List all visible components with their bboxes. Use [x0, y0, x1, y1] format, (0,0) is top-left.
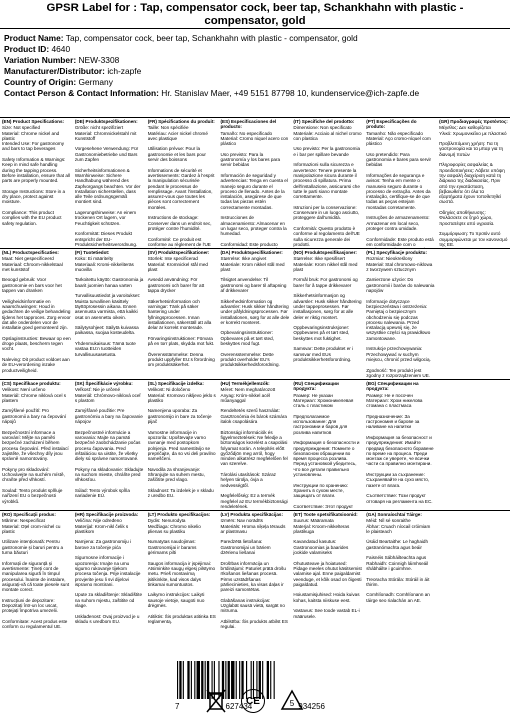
compliance-icons	[205, 688, 305, 714]
cell-body: Dimensione: Non specificato Materiale: Acciaio al nichel cromo con plastica Uso previsto: Per la gastronomia e i bar per spillare bevande Informazioni sulla sicurezza e avvertenze: Tenere presente la manipolazione sicura durante il processo di spillatura. Prima dell'installazione, assicurarsi che tutte le parti siano montate correttamente. Istruzioni per la conservazione: Conservare in un luogo asciutto, proteggere dall'umidità. Conformità: Questo prodotto è conforme al regolamento dell'UE sulla sicurezza generale dei prodotti.	[293, 125, 362, 247]
barcode-bar	[201, 661, 203, 699]
cell-body: Taille: Non spécifiée Matériau: Acier nickel chromé avec plastique Utilisation prévue: Pour la gastronomie et les bars pour servir des boissons Informations de sécurité et avertissements: Gardez à l'esprit la manipulation sécurisée pendant le processus de remplissage. Avant l'installation, assurez-vous que toutes les pièces sont correctement montées. Instructions de stockage: Conserver dans un endroit sec, protéger contre l'humidité. Conformité: Ce produit est conforme au règlement de l'UE	[147, 125, 215, 247]
cell-heading: (NL) Productspecificaties:	[2, 250, 59, 255]
barcode-bar	[177, 661, 178, 699]
recycling-code: 5	[289, 699, 295, 708]
language-cell-bg	[364, 380, 437, 510]
language-cell-pl	[364, 249, 437, 379]
language-cell-sv	[146, 249, 219, 379]
language-cell-hr	[73, 511, 146, 641]
barcode-digit-group: 934256	[298, 702, 325, 711]
language-grid	[0, 117, 510, 641]
cell-body: Storlek: Inte specificerad Material: Kromnickel stål med plast Avsedd användning: För gastronomi och barer för att tappa drycker Säkerhetsinformation och varningar: Tänk på säker hantering under fyllningsprocessen. Innan installationen, säkerställ att alla delar är korrekt monterade. Förvaringsinstruktioner: Förvara på en torr plats, skydda mot fukt. Överensstämmelse: Denna produkt uppfyller EU:s förordning om produktsäkerhet.	[147, 256, 215, 368]
barcode-bar	[187, 661, 189, 699]
language-cell-nl	[0, 249, 73, 379]
language-cell-gr	[437, 118, 510, 248]
cell-heading: (DE) Produktspezifikationen:	[74, 119, 138, 124]
cell-body: Mărime: Nespecificat Material: Oțel crom-nichel cu plastic Utilizare intenționată: Pentru gastronomie și baruri pentru a turna băuturi Informații de siguranță și avertismente: Țineți cont de manipularea sigură în timpul procesului. Înainte de instalare, asigurați-vă că toate piesele sunt montate corect. Instrucțiuni de depozitare: Depozitați într-un loc uscat, protejați împotriva umezelii. Conformitate: Acest produs este conform cu regulamentul UE.	[2, 518, 70, 630]
language-row	[0, 117, 510, 248]
language-cell-sl	[146, 380, 219, 510]
info-value: Tap, compensator cock, beer tap, Schankhahn with plastic - compensator, gold	[65, 33, 358, 43]
barcode-bar	[179, 661, 181, 699]
cell-heading: (HR) Specifikacije proizvoda:	[74, 512, 139, 517]
cell-heading: (RU) Спецификации продукта:	[293, 381, 339, 392]
cell-heading: (IT) Specifiche del prodotto:	[293, 119, 355, 124]
cell-heading: (LT) Produkto specifikacijos:	[147, 512, 211, 517]
cell-body: Veličina: Nije određeno Materijal: Krom-nikl čelik s plastikom Namjena: Za gastronomiju i barove za točenje pića Sigurnosne informacije i upozorenja: Imajte na umu sigurno rukovanje tijekom procesa točenja. Prije instalacije provjerite jesu li svi dijelovi ispravno montirani. Upute za skladištenje: Skladištite na suhom mjestu, zaštitite od vlage. Usklađenost: Ovaj proizvod je u skladu s uredbom EU.	[74, 518, 142, 624]
language-cell-en	[0, 118, 73, 248]
cell-heading: (ES) Especificaciones del producto:	[220, 119, 277, 130]
trash-bin-crossed-icon	[205, 688, 227, 714]
language-cell-empty	[437, 249, 510, 379]
cell-heading: (LV) Produkta specifikācijas:	[220, 512, 283, 517]
language-cell-da	[219, 249, 292, 379]
cell-body: Tamaño: No especificado Material: Cromo niquel acero con plástico Uso previsto: Para la gastronomía y los bares para servir bebidas Información de seguridad y advertencias: Tenga en cuenta el manejo seguro durante el proceso de llenado. Antes de la instalación, asegúrese de que todas las piezas estén correctamente montadas. Instrucciones de almacenamiento: Almacenar en un lugar seco, proteger contra la humedad. Conformidad: Este producto	[220, 130, 289, 247]
language-cell-fr	[146, 118, 219, 248]
cell-heading: (CS) Specifikace produktu:	[2, 381, 61, 386]
cell-body: Dydis: Nenurodyta Medžiaga: Chromo nikelio plienas su plastiku Numatytas naudojimas: Gastronomijai ir barams gėrimams pilti Saugos informacija ir įspėjimai: Atsiminkite saugų elgesį pilstymo metu. Prieš montavimą įsitikinkite, kad visos dalys tinkamai sumontuotos. Laikymo instrukcijos: Laikyti sausoje vietoje, saugoti nuo drėgmės. Atitiktis: Šis produktas atitinka ES reglamentą.	[147, 518, 216, 624]
language-cell-ru	[291, 380, 364, 510]
label-title: GPSR Label for : Tap, compensator cock, beer tap, Schankhahn with plastic - compensator, gold	[46, 2, 464, 27]
cell-body: Размер: Не е посочен Материал: Хром никелова стомана с пластмаса Предназначение: За гастрономия и барове за наливане на напитки Информация за безопасност и предупреждения: Имайте предвид безопасното боравене по време на процеса. Преди монтаж се уверете, че всички части са правилно монтирани. Инструкции за съхранение: Съхранявайте на сухо място, пазете от влага. Съответствие: Този продукт отговаря на регламента на ЕС.	[366, 392, 434, 504]
language-cell-empty	[437, 380, 510, 510]
cell-body: Größe: nicht spezifiziert Material: Chromnickelstahl mit Kunststoff Vorgesehene Verwendung: Für Gastronomiebetriebe und Bars zum Zapfen Sicherheitsinformationen & Warnhinweise: Sichere Handhabung während des Zapfvorgangs beachten. Vor der Installation sicherstellen, dass alle Teile ordnungsgemäß montiert sind. Lagerungshinweise: An einem trockenen Ort lagern, vor Feuchtigkeit schützen. Konformität: Dieses Produkt entspricht der EU-Produktsicherheitsverordnung.	[74, 125, 141, 247]
language-row	[0, 379, 510, 510]
cell-body: Méret: Nem meghatározott Anyag: Króm-nikkel acél műanyaggal Rendeltetés szerű használat: Gasztronómia és bárok számára italok csapolására Biztonsági információk és figyelmeztetések: Ne feledje a biztonságos kezelést a csapolási folyamat során. A telepítés előtt győződjön meg arról, hogy minden alkatrész megfelelően fel van szerelve. Tárolási utasítások: Száraz helyen tárolja, óvja a nedvességtől. Megfelelőség: Ez a termék megfelel az EU termékbiztonsági rendeletének.	[220, 387, 288, 509]
cell-heading: (PL) Specyfikacje produktu:	[366, 250, 427, 255]
language-cell-no	[291, 249, 364, 379]
cell-heading: (EN) Product Specifications:	[2, 119, 65, 124]
language-cell-lv	[219, 511, 292, 641]
info-product-name	[4, 33, 506, 44]
info-label: Contact Person & Contact Information:	[4, 88, 159, 98]
language-cell-cs	[0, 380, 73, 510]
language-cell-es	[219, 118, 292, 248]
language-cell-pt	[364, 118, 437, 248]
ce-mark-text: CE	[246, 695, 260, 707]
info-label: Product Name:	[4, 33, 64, 43]
cell-body: Størrelse: Ikke angivet Materiale: Krom nikkel stål med plast Tilsigtet anvendelse: Til gastronomi og barer til aftapning af drikkevarer Sikkerhedsinformation og advarsler: Husk sikker håndtering under påfyldningsprocessen. Før installationen, sørg for at alle dele er korrekt monteret. Opbevaringsinstruktioner: Opbevares på et tørt sted, beskyttes mod fugt. Overensstemmelse: Dette produkt overholder EU's produktsikkerhedsforordning.	[220, 256, 290, 368]
language-cell-lt	[146, 511, 219, 641]
info-label: Country of Origin:	[4, 77, 77, 87]
cell-heading: (DA) Produktspecifikationer:	[220, 250, 283, 255]
cell-body: Tamanho: Não especificado Material: Aço cromo-níquel com plástico Uso pretendido: Para gastronomia e bares para servir bebidas Informações de segurança e avisos: Tenha em mente o manuseio seguro durante o processo de extração. Antes da instalação, certifique-se de que todas as peças estejam montadas corretamente. Instruções de armazenamento: Armazenar em local seco, proteger contra umidade. Conformidade: Este produto está em conformidade com o	[366, 130, 434, 247]
info-value: NEW-3308	[78, 55, 120, 65]
info-label: Product ID:	[4, 44, 50, 54]
cell-body: Velikost: Není určeno Materiál: Chrome niklová ocel s plastem Zamýšlené použití: Pro gastronomii a bary na čepování nápojů Bezpečnostní informace a varování: Mějte na paměti bezpečné zacházení během procesu čepování. Před instalací zajistěte, že všechny díly jsou správně namontovány. Pokyny pro skladování: Uchovávejte na suchém místě, chraňte před vlhkostí. Soulad: Tento produkt splňuje nařízení EU o bezpečnosti výrobků.	[2, 387, 69, 504]
cell-heading: (PT) Especificações do produto:	[366, 119, 417, 130]
cell-body: Izmērs: Nav norādīts Materiāls: Hroma niķeļa tērauds ar plastmasu Paredzētā lietošana: Gastronomijai un bāriem dzērienu liešanai Drošības informācija un brīdinājumi: Paturiet prātā drošu rīkošanos liešanas procesā. Pirms uzstādīšanas pārliecinieties, ka visas daļas ir pareizi samontētas. Glabāšanas instrukcijas: Uzglabāt sausā vietā, sargāt no mitruma. Atbilstība: Šis produkts atbilst ES regulai.	[220, 518, 288, 630]
ce-mark-icon	[241, 689, 265, 713]
language-cell-empty	[437, 511, 510, 641]
language-cell-et	[291, 511, 364, 641]
info-variation-number	[4, 55, 506, 66]
cell-heading: (ET) Toote spetsifikatsioonid:	[293, 512, 358, 517]
barcode-bar	[194, 661, 195, 699]
product-info-block	[0, 29, 510, 102]
language-cell-fi	[73, 249, 146, 379]
cell-body: Velikost: Ni določeno Material: Kromovo nikljevo jeklo s plastiko Namenjena uporaba: Za gastronomijo in bare za točenje pijač Varnostne informacije in opozorila: Upoštevajte varno ravnanje med postopkom polnjenja. Pred namestitvijo se prepričajte, da so vsi deli pravilno nameščeni. Navodila za shranjevanje: Shranjujte na suhem mestu, zaščitite pred vlago. Skladnost: Ta izdelek je v skladu z uredbo EU.	[147, 387, 216, 499]
info-manufacturer	[4, 66, 506, 77]
cell-heading: (GR) Προδιαγραφές προϊόντος:	[439, 119, 508, 124]
cell-heading: (FI) Tuotetiedot:	[74, 250, 110, 255]
info-contact	[4, 88, 506, 99]
cell-body: Maat: Niet gespecificeerd Materiaal: Chroom-nikkelstaal met kunststof Beoogd gebruik: Voor gastronomie en bars voor het tappen van dranken Veiligheidsinformatie en waarschuwingen: Houd in gedachten de veilige behandeling tijdens het tapproces. Zorg ervoor dat alle onderdelen voor de installatie goed gemonteerd zijn. Opslaginstructies: Bewaar op een droge plaats, bescherm tegen vocht. Naleving: Dit product voldoet aan de EU-verordening inzake productveiligheid.	[2, 256, 71, 373]
info-country	[4, 77, 506, 88]
language-cell-sk	[73, 380, 146, 510]
cell-body: Suurus: Määramata Materjal: Kroom-nikkelteras plastikuga Kavandatud kasutus: Gastronoomias ja baarides jookide valamiseks Ohutusteave ja hoiatused: Pidage meeles ohutut käsitsemist valamise ajal. Enne paigaldamist veenduge, et kõik osad on õigesti paigaldatud. Hoiustamisjuhised: Hoida kuivas kohas, kaitsta niiskuse eest. Vastavus: See toode vastab EL-i määrusele.	[293, 518, 362, 619]
cell-body: Size: Not specified Material: Chrome nickel and plastic Intended Use: For gastronomy and bars to tap beverages Safety Information & Warnings: Keep in mind safe handling during the tapping process. Before installation, ensure that all parts are properly mounted. Storage Instructions: Store in a dry place, protect against moisture. Compliance: This product complies with the EU product safety regulation.	[2, 125, 70, 226]
cell-heading: (BG) Спецификации на продукта:	[366, 381, 419, 392]
language-cell-hu	[219, 380, 292, 510]
info-label: Manufacturer/Distributor:	[4, 66, 105, 76]
recycling-icon	[279, 688, 305, 714]
barcode-bar	[183, 661, 184, 699]
cell-body: Rozmiar: Nieokreślony Materiał: Stal chromowo-niklowa z tworzywem sztucznym Zamierzone użycie: Do gastronomii i barów do nalewania napojów Informacje dotyczące bezpieczeństwa i ostrzeżenia: Pamiętaj o bezpiecznym obchodzeniu się podczas procesu nalewania. Przed instalacją upewnij się, że wszystkie części są prawidłowo zamontowane. Instrukcje przechowywania: Przechowywać w suchym miejscu, chronić przed wilgocią. Zgodność: Ten produkt jest zgodny z rozporządzeniem UE.	[366, 256, 435, 378]
cell-body: Størrelse: Ikke spesifisert Materiale: Krom nikkel stål med plast Formål bruk: For gastronomi og barer for å tappe drikkevarer Sikkerhetsinformasjon og advarsler: Husk sikker håndtering under tappeprosessen. Før installasjonen, sørg for at alle deler er riktig montert. Oppbevaringsinstruksjoner: Oppbevares på et tørt sted, beskyttes mot fuktighet. Samsvar: Dette produktet er i samsvar med EUs produktsikkerhetsforordning.	[293, 256, 362, 362]
cell-body: Méid: Níl sé sonraithe Ábhar: Cruach níocail cróimiam le plaisteach Úsáid Beartaithe: Le haghaidh gastranómachta agus beáir Faisnéis Sábháilteachta agus Rabhaidh: Coinnigh láimhseáil shábháilte i gcuimhne. Treoracha Stórála: Stóráil in áit thirim. Comhlíonadh: Comhlíonann an táirge seo rialachán an AE.	[366, 518, 431, 603]
language-cell-it	[291, 118, 364, 248]
language-cell-de	[73, 118, 146, 248]
cell-heading: (HU) Termékjellemzők:	[220, 381, 270, 386]
barcode-bar	[191, 661, 192, 699]
info-value: ich-zapfe	[107, 66, 142, 76]
cell-body: Размер: Не указан Материал: Хромоникелевая сталь с пластиком Предполагаемое использование: Для гастрономии и баров для розлива напитков Информация о безопасности и предупреждения: Помните о безопасном обращении во время процесса розлива. Перед установкой убедитесь, что все детали правильно установлены. Инструкции по хранению: Хранить в сухом месте, защищать от влаги. Соответствие: Этот продукт	[293, 392, 360, 509]
cell-heading: (SV) Produktspecifikationer:	[147, 250, 210, 255]
info-value: 4640	[51, 44, 71, 54]
cell-body: Veľkosť: Nie je určené Materiál: Chrómovo-niklová oceľ s plastom Zamýšľané použitie: Pre gastronómiu a bary na čapovanie nápojov Bezpečnostné informácie a varovania: Majte na pamäti bezpečné zaobchádzanie počas procesu čapovania. Pred inštaláciou sa uistite, že všetky diely sú správne namontované. Pokyny na skladovanie: Skladujte na suchom mieste, chráňte pred vlhkosťou. Súlad: Tento výrobok spĺňa nariadenie EÚ.	[74, 387, 144, 499]
cell-heading: (NO) Produktspesifikasjoner:	[293, 250, 357, 255]
cell-heading: (FR) Spécifications du produit:	[147, 119, 215, 124]
barcode-bar	[197, 661, 200, 699]
info-label: Variation Number:	[4, 55, 77, 65]
barcode-digit-group: 627434	[225, 702, 253, 711]
cell-body: Μέγεθος: Δεν καθορίζεται Υλικό: Χρωμονικέλιο με πλαστικό Προβλεπόμενη χρήση: Για τη γαστρονομία και τα μπαρ για τη διανομή ποτών Πληροφορίες ασφαλείας & προειδοποιήσεις: Λάβετε υπόψη την ασφαλή διαχείριση κατά τη διάρκεια της διαδικασίας. Πριν από την εγκατάσταση, βεβαιωθείτε ότι όλα τα εξαρτήματα έχουν τοποθετηθεί σωστά. Οδηγίες αποθήκευσης: Φυλάσσετε σε ξηρό χώρο, προστατέψτε από υγρασία. Συμμόρφωση: Το προϊόν αυτό συμμορφώνεται με τον κανονισμό της ΕΕ.	[439, 125, 508, 247]
cell-heading: (SK) Špecifikácie výrobku:	[74, 381, 133, 386]
info-product-id	[4, 44, 506, 55]
barcode-digit-group: 7	[175, 702, 180, 711]
cell-body: Koko: Ei määritelty Materiaali: Kromi-nikkeliteräs muovilla Tarkoitettu käyttö: Gastronomia ja baarit juomien hanaa varten Turvallisuustiedot ja varoitukset: Muista turvallinen käsittely täyttöprosessin aikana. Ennen asennusta varmista, että kaikki osat on asennettu oikein. Säilytysohjeet: Säilytä kuivassa paikassa, suojaa kosteudelta. Yhdenmukaisuus: Tämä tuote vastaa EU:n tuotteiden turvallisuusasetusta.	[74, 256, 144, 357]
language-row	[0, 248, 510, 379]
cell-heading: (GA) Sonraíochtaí Táirge:	[366, 512, 422, 517]
info-value: Germany	[78, 77, 113, 87]
language-cell-ga	[364, 511, 437, 641]
language-row	[0, 510, 510, 641]
info-value: Hr. Stanislav Maer, +49 5151 87798 10, kundenservice@ich-zapfe.de	[161, 88, 420, 98]
cell-heading: (SL) Specifikacije izdelka:	[147, 381, 204, 386]
cell-heading: (RO) Specificații produs:	[2, 512, 56, 517]
language-cell-ro	[0, 511, 73, 641]
